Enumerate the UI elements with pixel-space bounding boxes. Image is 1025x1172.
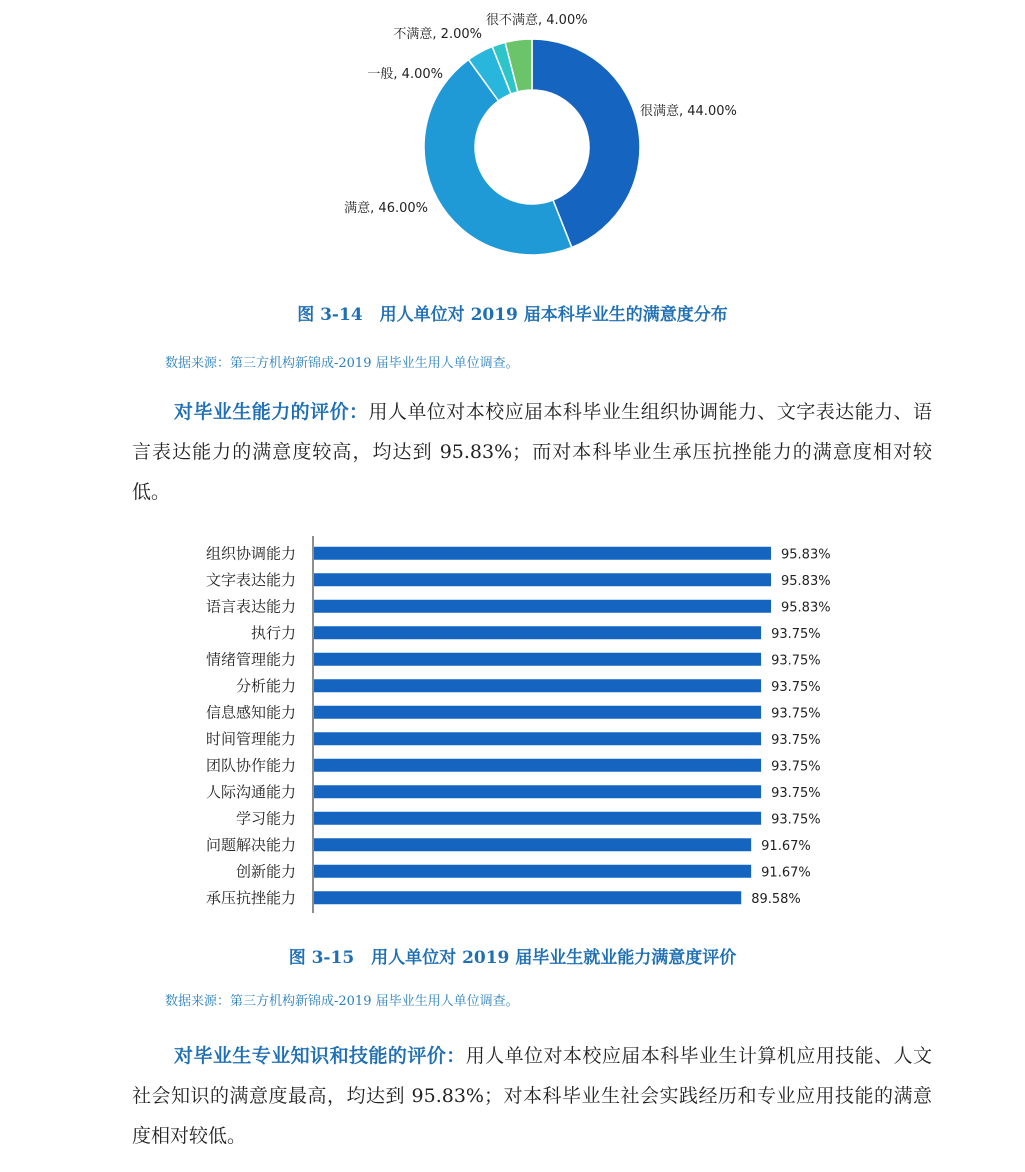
bar-category-label-1: 文字表达能力 (205, 570, 296, 589)
bar-value-label-0: 95.83% (781, 547, 831, 563)
bar-value-label-13: 89.58% (751, 891, 801, 907)
bar-1 (314, 573, 771, 586)
bar-category-label-6: 信息感知能力 (205, 703, 296, 722)
bar-value-label-11: 91.67% (761, 838, 811, 854)
bar-0 (314, 547, 771, 560)
bar-10 (314, 812, 761, 825)
bar-7 (314, 732, 761, 745)
bar-9 (314, 785, 761, 798)
bar-2 (314, 600, 771, 613)
bar-6 (314, 706, 761, 719)
bar-category-label-12: 创新能力 (235, 862, 296, 881)
knowledge-paragraph (132, 1036, 932, 1156)
knowledge-paragraph-text: 用人单位对本校应届本科毕业生计算机应用技能、人文社会知识的满意度最高，均达到 95.83%；对本科毕业生社会实践经历和专业应用技能的满意度相对较低。 (132, 1045, 932, 1147)
donut-label-2: 一般, 4.00% (367, 67, 443, 82)
bar-value-label-8: 93.75% (771, 759, 821, 775)
bar-5 (314, 679, 761, 692)
ability-bar-chart (0, 530, 1025, 920)
bar-category-label-3: 执行力 (250, 623, 296, 642)
bar-category-label-7: 时间管理能力 (205, 729, 296, 748)
bar-value-label-12: 91.67% (761, 865, 811, 881)
donut-label-3: 不满意, 2.00% (393, 27, 482, 42)
donut-label-1: 满意, 46.00% (344, 201, 428, 216)
bar-value-label-1: 95.83% (781, 573, 831, 589)
bar-4 (314, 653, 761, 666)
bar-category-label-13: 承压抗挫能力 (205, 888, 296, 907)
bar-value-label-5: 93.75% (771, 679, 821, 695)
bar-8 (314, 759, 761, 772)
donut-label-4: 很不满意, 4.00% (486, 13, 588, 28)
bar-12 (314, 865, 751, 878)
figure-3-15-caption: 图 3-15 用人单位对 2019 届毕业生就业能力满意度评价 (288, 948, 737, 968)
bar-3 (314, 626, 761, 639)
satisfaction-donut-chart (0, 0, 1025, 290)
figure-3-15-source: 数据来源：第三方机构新锦成-2019 届毕业生用人单位调查。 (165, 994, 519, 1009)
bar-category-label-2: 语言表达能力 (205, 597, 296, 616)
bar-category-label-0: 组织协调能力 (205, 544, 296, 563)
bar-value-label-7: 93.75% (771, 732, 821, 748)
bar-13 (314, 891, 741, 904)
ability-paragraph-lead: 对毕业生能力的评价： (174, 401, 369, 423)
bar-category-label-11: 问题解决能力 (205, 835, 296, 854)
ability-paragraph-text: 用人单位对本校应届本科毕业生组织协调能力、文字表达能力、语言表达能力的满意度较高，均达到 95.83%；而对本科毕业生承压抗挫能力的满意度相对较低。 (132, 401, 932, 503)
bar-value-label-6: 93.75% (771, 706, 821, 722)
bar-11 (314, 838, 751, 851)
bar-value-label-10: 93.75% (771, 812, 821, 828)
knowledge-paragraph-lead: 对毕业生专业知识和技能的评价： (174, 1045, 466, 1067)
donut-label-0: 很满意, 44.00% (640, 104, 737, 119)
bar-value-label-2: 95.83% (781, 600, 831, 616)
bar-category-label-5: 分析能力 (235, 676, 296, 695)
bar-category-label-8: 团队协作能力 (205, 756, 296, 775)
figure-3-14-source: 数据来源：第三方机构新锦成-2019 届毕业生用人单位调查。 (165, 356, 519, 371)
bar-category-label-9: 人际沟通能力 (205, 782, 296, 801)
bar-category-label-4: 情绪管理能力 (205, 650, 296, 669)
ability-paragraph (132, 392, 932, 512)
figure-3-14-caption: 图 3-14 用人单位对 2019 届本科毕业生的满意度分布 (297, 305, 728, 325)
bar-category-label-10: 学习能力 (235, 809, 296, 828)
bar-value-label-4: 93.75% (771, 653, 821, 669)
bar-value-label-9: 93.75% (771, 785, 821, 801)
bar-value-label-3: 93.75% (771, 626, 821, 642)
